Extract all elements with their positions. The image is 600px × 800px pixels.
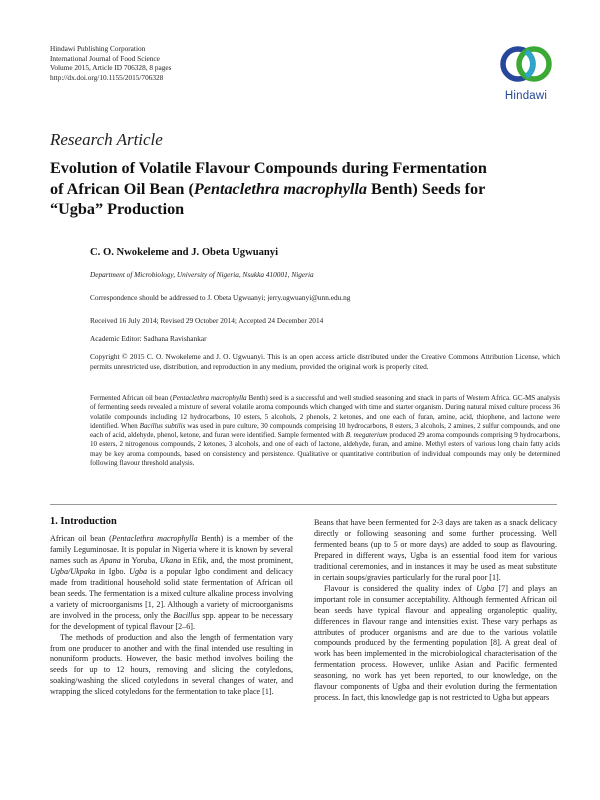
publisher: Hindawi Publishing Corporation: [50, 44, 146, 53]
paragraph: [50, 534, 293, 633]
species-name: Pentaclethra macrophylla: [193, 179, 367, 198]
body-italic: Ugba: [129, 566, 148, 576]
paragraph: The methods of production and also the length of fermentation vary from one producer to another and with the final intended use resulting in nonuniform products. However, the basic method involves boiling the seeds for up to 12 hours, removing and slicing the cotyledons, soaking/washing the sliced cotyledons in several changes of water, and wrapping the sliced cotyledons for the fermentation to take place [1].: [50, 632, 293, 697]
title-text: of African Oil Bean (: [50, 179, 194, 198]
body-italic: Pentaclethra macrophylla: [111, 534, 198, 543]
logo-text: Hindawi: [504, 90, 548, 102]
body-italic: Ukana: [159, 555, 182, 565]
abstract-italic: Pentaclethra macrophylla: [172, 394, 247, 402]
body-column-right: [314, 518, 557, 704]
title-line-3: “Ugba” Production: [50, 200, 185, 218]
article-type: Research Article: [50, 130, 163, 149]
body-text: is a popular Igbo condiment and delicacy made from traditional household solid state fermentation of African oil bean seeds. The fermentation is a mixed culture alkaline process involving a variety of microorganisms [1, 2]. Although a variety of microorganisms are involved in the process, only the: [50, 566, 294, 620]
correspondence: Correspondence should be addressed to J. Obeta Ugwuanyi; jerry.ugwuanyi@unn.edu.ng: [90, 293, 351, 302]
body-italic: Apana: [99, 555, 121, 565]
abstract-text: Benth) seed is a successful and well studied seasoning and snack in parts of Western Africa. GC-MS analysis of fermenting seeds revealed a mixture of several volatile aroma compounds which changed with time and starter organism. During natural mixed culture process 36 volatile compounds including 12 hydrocarbons, 10 esters, 5 alcohols, 2 phenols, 2 ketones, and one each of furan, amine, acid, thiophene, and lactone were identified. When: [90, 394, 560, 430]
abstract-text: produced 29 aroma compounds comprising 9 hydrocarbons, 10 esters, 2 nitrogenous compounds, 2 ketones, 3 alcohols, and one of each of lactone, aldehyde, furan, and amine. Methyl esters of various long chain fatty acids may be key aroma compounds, based on consistency and persistence. Qualitative or quantitative contribution of individual compounds may only be determined following flavour threshold analysis.: [90, 431, 560, 468]
abstract-italic: Bacillus subtilis: [139, 421, 186, 430]
authors: C. O. Nwokeleme and J. Obeta Ugwuanyi: [90, 247, 279, 258]
body-text: spp. appear to be necessary for the development of typical flavour [2–6].: [50, 610, 293, 631]
body-text: Flavour is considered the quality index of: [324, 583, 477, 593]
article-title: [50, 158, 570, 220]
abstract: [90, 394, 560, 468]
title-line-2: [50, 179, 570, 200]
academic-editor: Academic Editor: Sadhana Ravishankar: [90, 334, 207, 343]
body-text: African oil bean (: [50, 534, 112, 543]
title-text: Benth) Seeds for: [367, 179, 486, 198]
affiliation: Department of Microbiology, University of Nigeria, Nsukka 410001, Nigeria: [90, 270, 314, 279]
paragraph: [314, 584, 557, 704]
title-line-1: Evolution of Volatile Flavour Compounds during Fermentation: [50, 159, 487, 177]
copyright-notice: Copyright © 2015 C. O. Nwokeleme and J. O. Ugwuanyi. This is an open access article distributed under the Creative Commons Attribution License, which permits unrestricted use, distribution, and reproduction in any medium, provided the original work is properly cited.: [90, 352, 560, 371]
body-italic: Bacillus: [173, 610, 200, 620]
journal-header: [50, 44, 350, 82]
body-text: in Yoruba,: [120, 555, 160, 565]
doi-link[interactable]: http://dx.doi.org/10.1155/2015/706328: [50, 72, 164, 82]
body-text: in Efik, and, the most prominent,: [181, 555, 294, 565]
volume-info: Volume 2015, Article ID 706328, 8 pages: [50, 63, 172, 73]
abstract-text: Fermented African oil bean (: [90, 394, 173, 402]
section-divider: [50, 504, 557, 505]
section-heading: 1. Introduction: [50, 516, 117, 527]
body-italic: Ugba/Ukpaka: [50, 566, 96, 576]
body-text: in Igbo.: [95, 566, 130, 576]
hindawi-logo: [494, 42, 558, 108]
body-text: Benth) is a member of the family Leguminosae. It is popular in Nigeria where it is known by several names such as: [50, 534, 293, 565]
abstract-text: was used in pure culture, 30 compounds comprising 10 hydrocarbons, 8 esters, 3 alcohols, 2 amines, 2 sulfur compounds, and one each of acid, aldehyde, phenol, ketone, and furan were identified. Sample fermented with: [90, 421, 560, 440]
journal-name: International Journal of Food Science: [50, 53, 160, 63]
paragraph: Beans that have been fermented for 2-3 days are taken as a snack delicacy directly or following seasoning and some further processing. Well fermented beans (up to 5 or more days) are added to soup as flavouring. Prepared in different ways, Ugba is an essential food item for various traditional ceremonies, and in instances it may be used as meat substitute in certain soups/gravies particularly for the rural poor [1].: [314, 518, 557, 582]
abstract-italic: B. megaterium: [345, 431, 388, 440]
body-column-left: [50, 534, 293, 698]
hindawi-logo-mark: [494, 42, 558, 90]
article-dates: Received 16 July 2014; Revised 29 October 2014; Accepted 24 December 2014: [90, 316, 324, 325]
body-text: [7] and plays an important role in consumer acceptability. Although fermented African oil bean seeds have typical flavour and appealing organoleptic quality, differences in flavour range and intensities exist. These vary perhaps as attributes of producer organisms and are due to the various volatile compounds produced by the fermenting population [8]. A great deal of work has been implemented in the microbiological characterisation of the fermentation process. However, unlike Asian and Pacific fermented seasoning, no work has yet been reported, to our knowledge, on the flavour components of Ugba and their evolution during the fermentation process. In fact, this knowledge gap is not restricted to Ugba but appears: [314, 583, 557, 703]
body-italic: Ugba: [476, 583, 495, 593]
